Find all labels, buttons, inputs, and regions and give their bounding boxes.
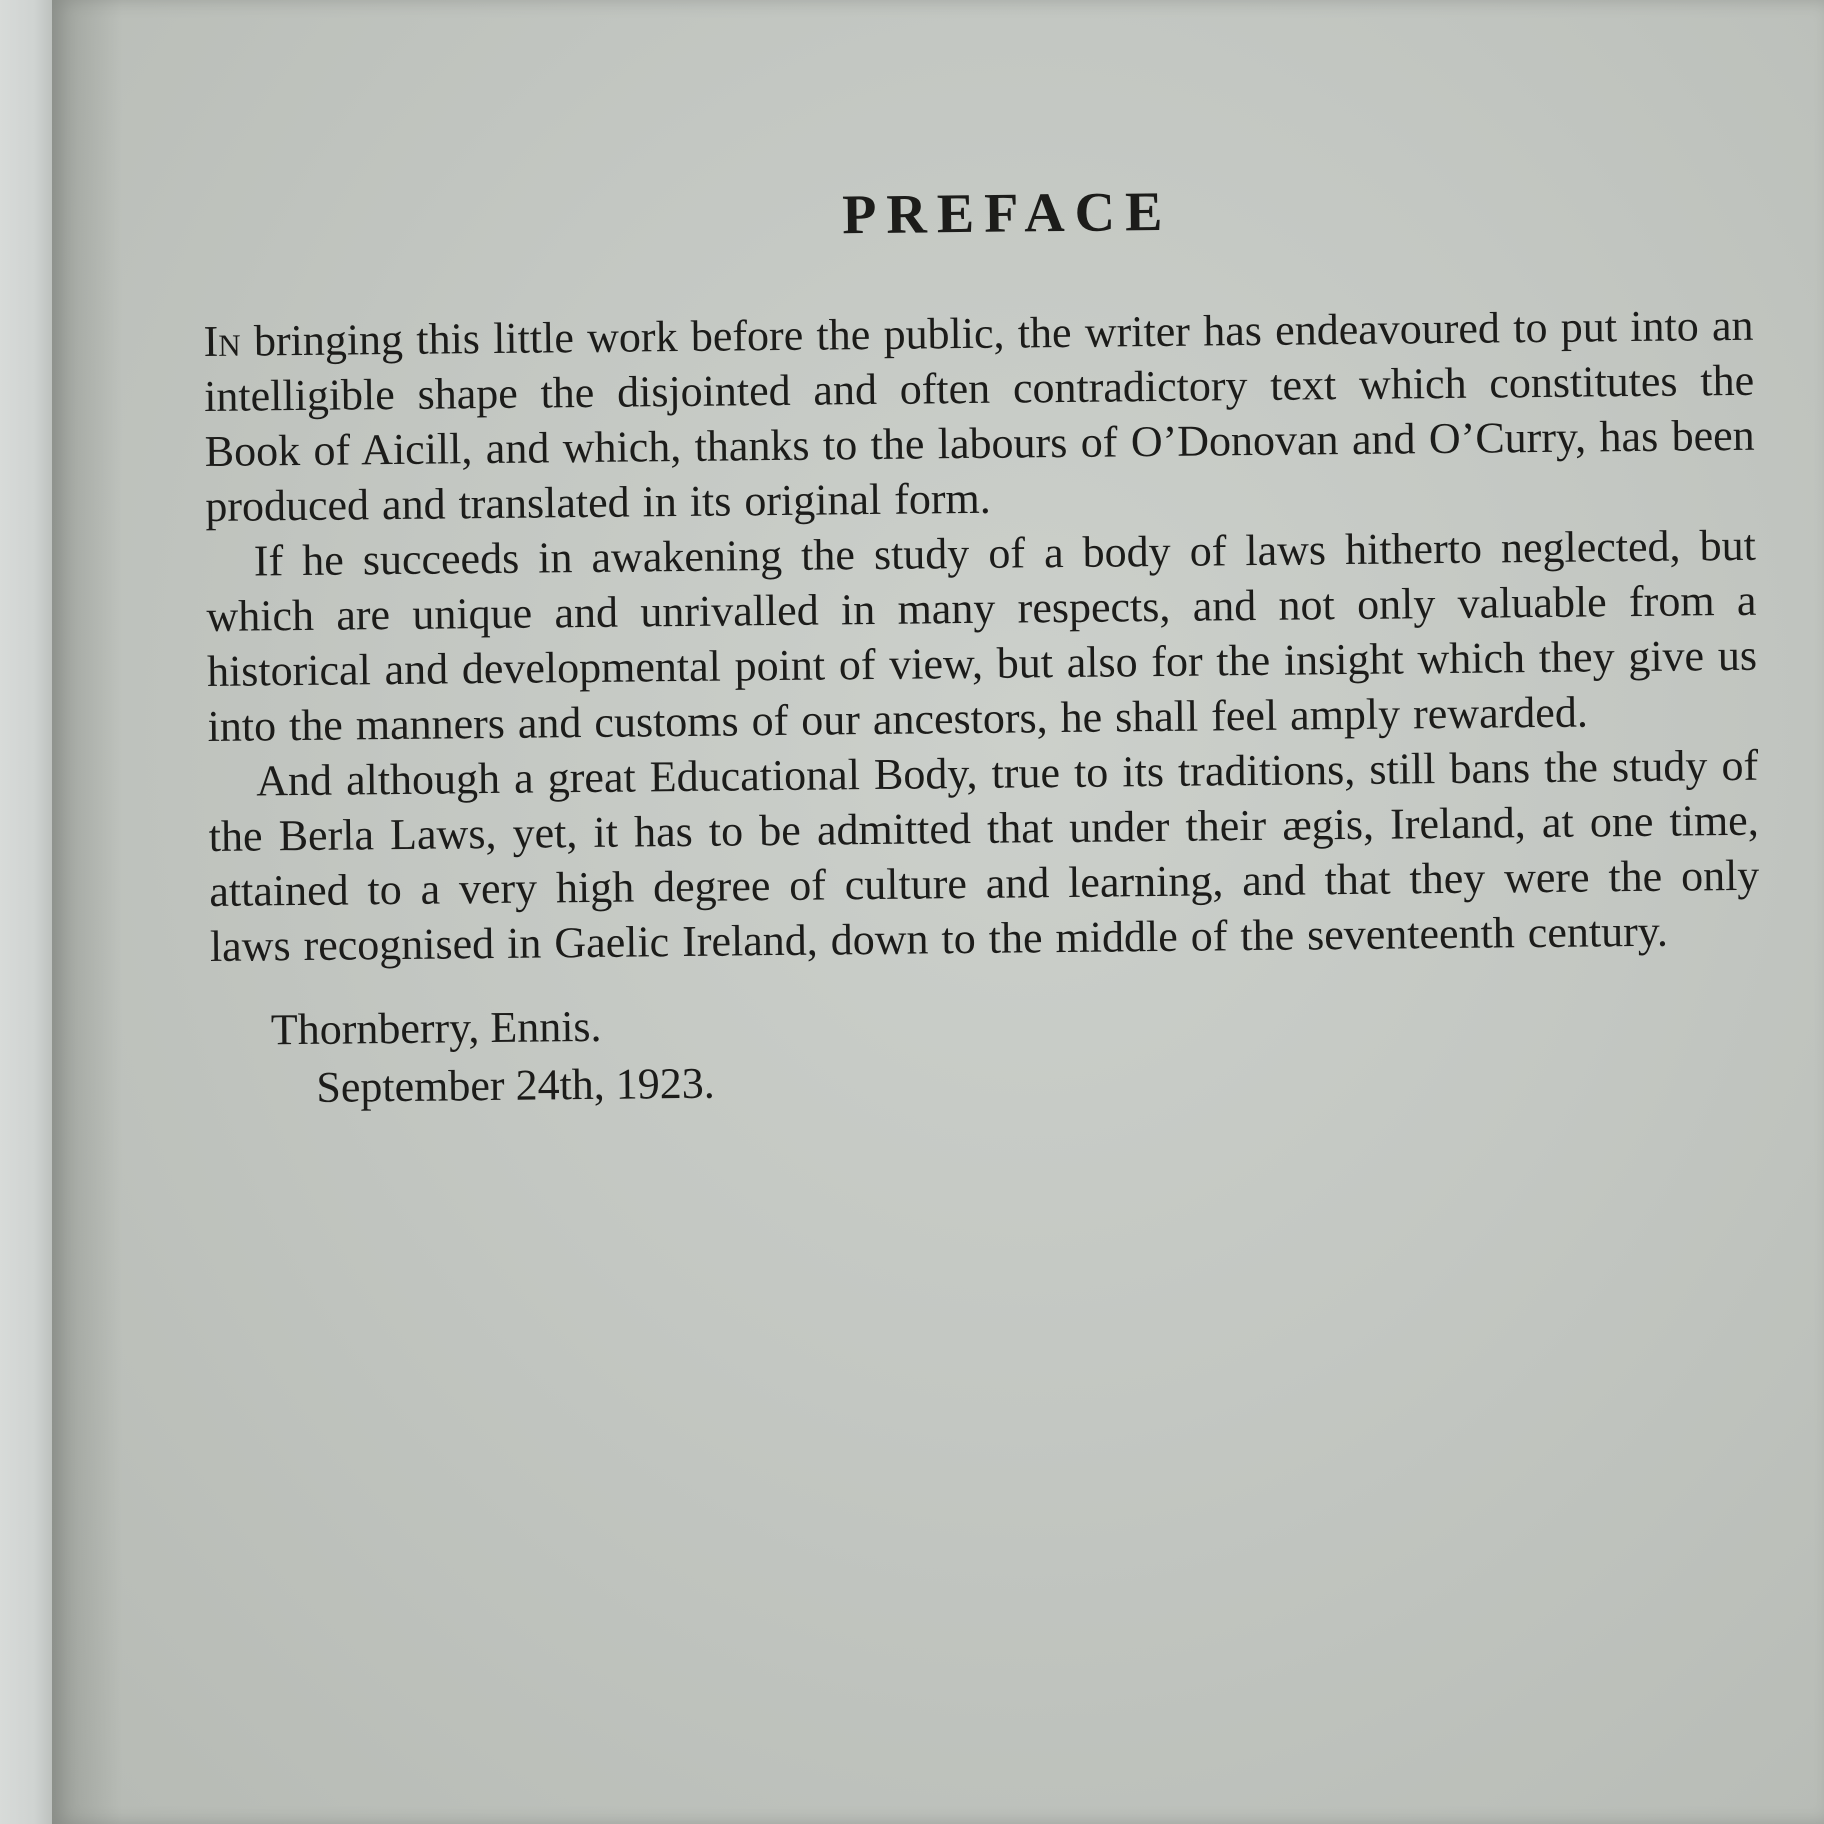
signoff xyxy=(211,986,1762,1118)
signoff-date: September 24th, 1923. xyxy=(316,1058,716,1112)
book-spine-edge xyxy=(0,0,58,1824)
paragraph-1-text: bringing this little work before the public, the writer has endeavoured to put into an intelligible shape the disjointed and often contradictory text which constitutes the Book of Aicill, and which, thanks to the labours of O’Donovan and O’Curry, has been produced and translated in its original form. xyxy=(203,300,1755,531)
signoff-place: Thornberry, Ennis. xyxy=(270,1001,602,1055)
book-page xyxy=(52,0,1824,1824)
preface-text-block xyxy=(202,174,1762,1118)
paragraph-2: If he succeeds in awakening the study of a body of laws hitherto neglected, but which are unique and unrivalled in many respects, and not only valuable from a historical and developmental point of view, but also for the insight which they give us into the manners and customs of our ancestors, he shall feel amply rewarded. xyxy=(206,520,1758,751)
page-title: PREFACE xyxy=(841,180,1173,247)
paragraph-3: And although a great Educational Body, true to its traditions, still bans the study of the Berla Laws, yet, it has to be admitted that under their ægis, Ireland, at one time, attained to a very high degree of culture and learning, and that they were the only laws recognised in Gaelic Ireland, down to the middle of the seventeenth century. xyxy=(208,740,1760,971)
paragraph-1-lead: In xyxy=(203,316,241,366)
paragraph-1 xyxy=(203,298,1755,534)
